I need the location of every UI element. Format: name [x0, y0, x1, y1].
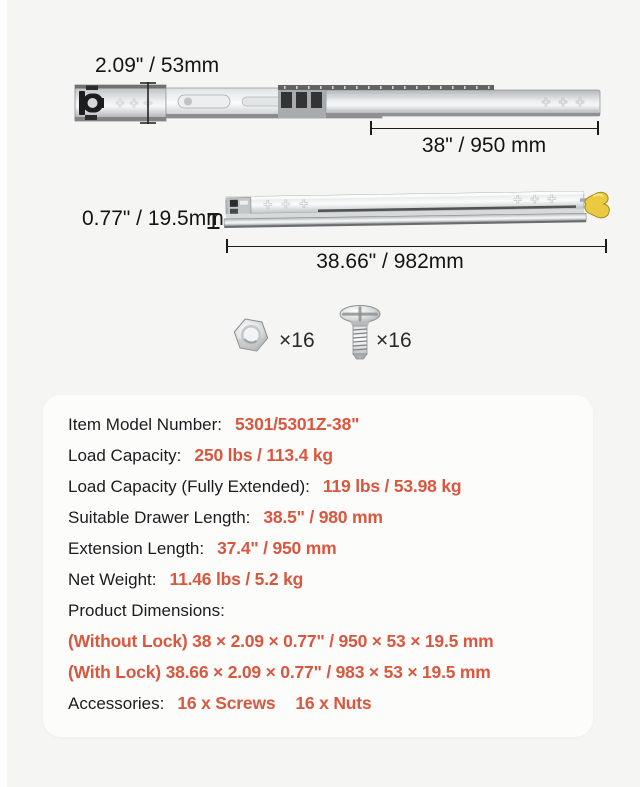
spec-row-load-capacity — [68, 440, 588, 471]
dimension-label-slide-thickness: 0.77" / 19.5mm — [82, 207, 224, 230]
spec-value-secondary: 16 x Nuts — [295, 693, 372, 713]
dim-line-slide-length-2 — [226, 246, 606, 247]
spec-row-net-weight — [68, 564, 588, 595]
hex-nut-icon — [231, 312, 271, 357]
spec-label: Product Dimensions: — [68, 600, 225, 620]
spec-row-product-dimensions-heading — [68, 595, 588, 626]
spec-label: Load Capacity: — [68, 445, 182, 465]
spec-row-model — [68, 409, 588, 440]
drawer-slide-closed-illustration — [222, 184, 616, 236]
spec-value: 11.46 lbs / 5.2 kg — [169, 569, 304, 589]
photo-edge-strip — [0, 0, 7, 787]
dim-line-slide-length — [370, 128, 598, 129]
thickness-ibeam-icon — [206, 212, 221, 230]
spec-label: Suitable Drawer Length: — [68, 507, 251, 527]
spec-value: (Without Lock) 38 × 2.09 × 0.77" / 950 × 53 × 19.5 mm — [68, 631, 494, 651]
spec-label: Net Weight: — [68, 569, 157, 589]
spec-label: Load Capacity (Fully Extended): — [68, 476, 310, 496]
spec-value: 250 lbs / 113.4 kg — [194, 445, 333, 465]
dimension-label-slide-height: 2.09" / 53mm — [95, 54, 220, 77]
nut-count-label: ×16 — [279, 329, 315, 352]
screw-count-label: ×16 — [376, 329, 412, 352]
spec-value: 16 x Screws — [177, 693, 276, 713]
spec-value: 119 lbs / 53.98 kg — [322, 476, 462, 496]
spec-row-drawer-length — [68, 502, 588, 533]
dimension-label-slide-length: 38" / 950 mm — [421, 134, 547, 157]
dimension-label-slide-length-2: 38.66" / 982mm — [316, 250, 464, 273]
spec-value: 37.4" / 950 mm — [217, 538, 337, 558]
spec-rows — [68, 409, 588, 719]
spec-row-accessories — [68, 688, 588, 719]
spec-value: 5301/5301Z-38" — [235, 414, 360, 434]
spec-row-dimensions-without-lock — [68, 626, 588, 657]
spec-label: Extension Length: — [68, 538, 205, 558]
spec-label: Item Model Number: — [68, 414, 222, 434]
spec-row-extension-length — [68, 533, 588, 564]
drawer-slide-extended-illustration — [74, 82, 602, 124]
spec-value: (With Lock) 38.66 × 2.09 × 0.77" / 983 × 53 × 19.5 mm — [68, 662, 491, 682]
spec-row-load-capacity-extended — [68, 471, 588, 502]
spec-value: 38.5" / 980 mm — [263, 507, 383, 527]
spec-row-dimensions-with-lock — [68, 657, 588, 688]
spec-label: Accessories: — [68, 693, 165, 713]
